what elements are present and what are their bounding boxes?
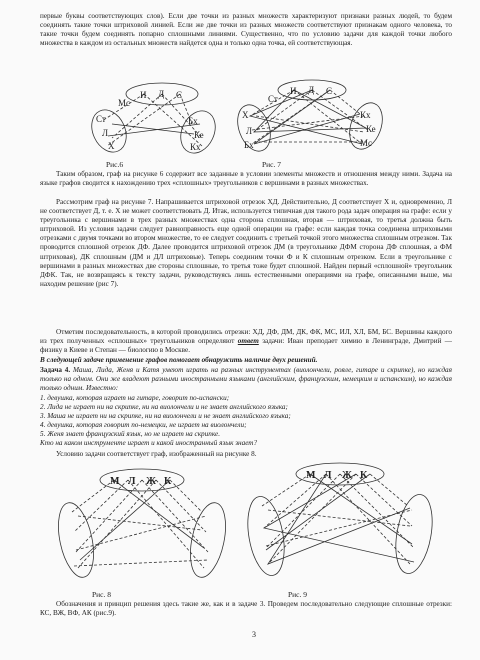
figure-8-graph xyxy=(52,460,232,590)
intro-paragraph: первые буквы соответствующих слов). Если две точки из разных множеств характеризуют признаки разных людей, то будем соединять такие точки штриховой линией. Если же две точки из разных множеств соответствуют признакам одного человека, то такие точки будем соединять попарно сплошными линиями. Существенно, что по условию задачи для каждой точки любого множества в каждом из остальных множеств найдется одна и только одна точка, ей соответствующая. xyxy=(40,12,452,48)
fig6-label-1: И xyxy=(140,90,147,100)
condition-1: 1. девушка, которая играет на гитаре, говорит по-испански; xyxy=(40,394,230,402)
paragraph-5: Обозначения и принцип решения здесь такие же, как и в задаче 3. Проведем последовательно следующие сплошные отрезки: КС, ВЖ, ВФ, АК (рис.9). xyxy=(40,600,452,618)
condition-5: 5. Женя знает французский язык, но не играет на скрипке. xyxy=(40,430,221,439)
fig7-label-2: Д xyxy=(308,85,315,95)
paragraph-3 xyxy=(40,328,452,355)
figure-6-graph xyxy=(82,76,232,158)
fig6-label-5: Л xyxy=(102,128,109,138)
condition-3: 3. Маша не играет ни на скрипке, ни на виолончели и не знает английского языка; xyxy=(40,412,291,421)
fig7-label-7: Кх xyxy=(360,110,371,120)
fig6-label-6: Х xyxy=(108,141,115,151)
fig8-set-right xyxy=(184,500,231,581)
fig9-label-k: К xyxy=(360,470,368,481)
fig6-label-8: Ке xyxy=(194,130,204,140)
paragraph-2: Рассмотрим граф на рисунке 7. Напрашивается штриховой отрезок ХД. Действительно, Д соответствует Х и, одновременно, Л не соответствует Д, т. е. Х не может соответствовать Д. Итак, используется типичная для такого рода задач операция на графе: если у треугольника с вершинами в трех разных множествах одна сторона сплошная, вторая — штриховая, то третья должна быть штриховой. Из условия задачи следует равноправность еще одной операции на графе: если каждая точка соединена штриховыми отрезками с двумя точками во втором множестве, то ее следует соединить с третьей точкой этого множества сплошным отрезком. Так проводится сплошной отрезок ДФ. Далее проводится штриховой отрезок ДМ (в треугольнике ДФМ сторона ДФ сплошная, а ФМ штриховая), ДК сплошным (ДМ и ДЛ штриховые). Теперь соединим точки Ф и К сплошным отрезком. Если в треугольнике с вершинами в разных множествах две стороны сплошные, то третья тоже будет сплошной. Найден первый «сплошной» треугольник ДФК. Так, не возвращаясь к тексту задачи, руководствуясь лишь естественными операциями на графе, описанными выше, мы находим решение (рис 7). xyxy=(40,198,452,288)
fig7-label-6: Бх xyxy=(244,140,254,150)
fig7-label-9: Мс xyxy=(360,138,372,148)
fig6-label-10: Мс xyxy=(118,98,130,108)
task-4-paragraph xyxy=(40,366,452,393)
paragraph-3-text: Отметим последовательность, в которой проводились отрезки: ХД, ДФ, ДМ, ДК, ФК, МС, ИЛ, ХЛ, БМ, БС. Вершины каждого из трех полученных «сплошных» треугольников определяют xyxy=(40,328,452,346)
fig9-label-m: М xyxy=(306,470,316,481)
paragraph-4: Условию задачи соответствует граф, изображенный на рисунке 8. xyxy=(56,450,257,458)
fig9-label-zh: Ж xyxy=(342,470,352,481)
figure-6-caption: Рис.6 xyxy=(106,160,124,169)
figure-9-caption: Рис. 9 xyxy=(288,590,308,599)
fig9-label-l: Л xyxy=(324,470,332,481)
paragraph-3-end: задачи: Иван преподает химию в Ленинграде, Дмитрий — физику в Киеве и Степан — биологию в Москве. xyxy=(40,337,452,355)
fig6-label-2: Д xyxy=(158,89,165,99)
fig7-label-3: С xyxy=(326,86,333,96)
paragraph-1: Таким образом, граф на рисунке 6 содержит все заданные в условии элементы множеств и отношения между ними. Задача на языке графов сводится к нахождению трех «сплошных» треугольников с вершинами в разных множествах. xyxy=(40,170,452,188)
fig8-set-left xyxy=(52,500,99,581)
fig9-set-left xyxy=(242,494,289,579)
condition-4: 4. девушка, которая говорит по-немецки, не играет на виолончели; xyxy=(40,421,247,430)
condition-2: 2. Лида не играет ни на скрипке, ни на виолончели и не знает английского языка; xyxy=(40,403,288,412)
page-number: 3 xyxy=(252,630,256,639)
answer-word: ответ xyxy=(237,337,259,346)
bold-intro-line: В следующей задаче применение графов помогает обнаружить наличие двух решений. xyxy=(40,356,318,364)
fig7-label-10: Ст xyxy=(268,94,278,104)
figure-8-caption: Рис. 8 xyxy=(92,590,112,599)
conditions-list xyxy=(40,394,452,449)
fig7-label-1: И xyxy=(290,86,297,96)
fig8-label-l: Л xyxy=(128,476,136,487)
figure-7-graph xyxy=(232,72,390,158)
question-line: Кто на каком инструменте играет и какой иностранный язык знает? xyxy=(40,439,258,448)
fig6-label-7: Бх xyxy=(188,116,198,126)
fig8-label-k: К xyxy=(164,476,172,487)
fig8-label-m: М xyxy=(110,476,120,487)
fig7-label-8: Ке xyxy=(366,124,376,134)
fig7-label-4: Х xyxy=(242,110,249,120)
figure-7-caption: Рис. 7 xyxy=(262,160,282,169)
task-4-label: Задача 4. xyxy=(40,366,71,374)
fig8-label-zh: Ж xyxy=(146,476,156,487)
task-4-body: Маша, Лида, Женя и Катя умеют играть на разных инструментах (виолончели, рояле, гитаре и скрипке), но каждая только на одном. Они же владеют разными иностранными языками (английским, французским, немецким и испанским), но каждая только одним. Известно: xyxy=(40,366,452,393)
fig6-label-4: Ст xyxy=(96,114,106,124)
fig6-label-9: Кх xyxy=(190,142,201,152)
fig6-label-3: С xyxy=(176,90,183,100)
figure-9-graph xyxy=(240,454,440,590)
fig7-label-5: Л xyxy=(246,126,253,136)
